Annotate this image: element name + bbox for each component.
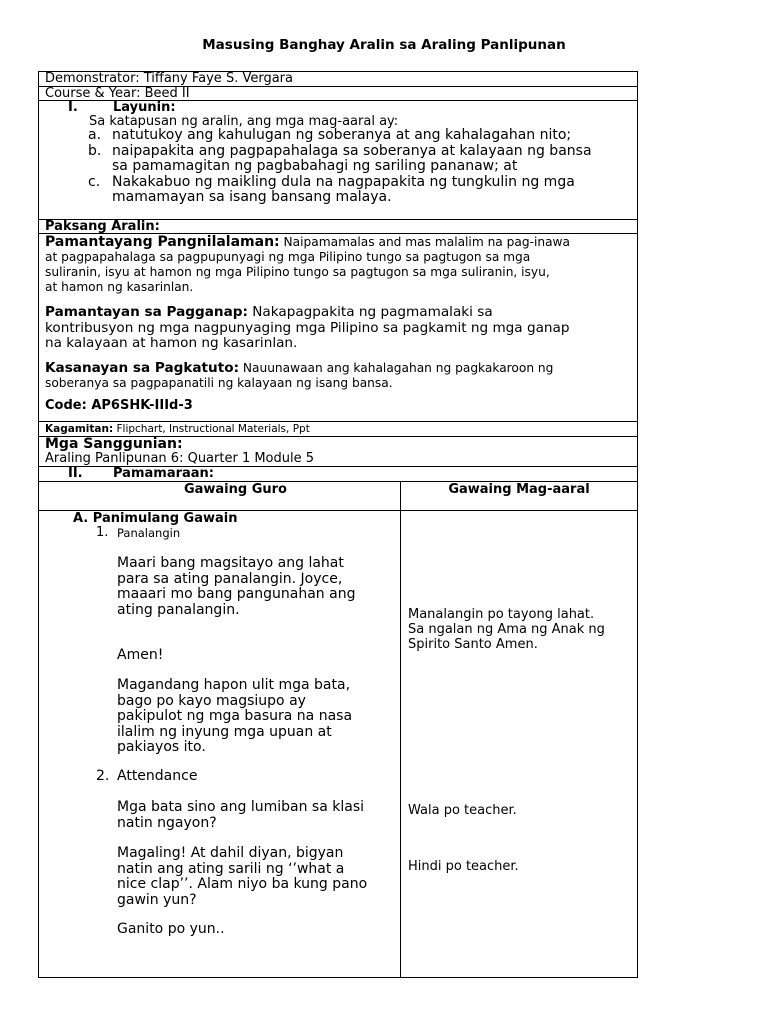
aaral-clap: Hindi po teacher. — [408, 859, 519, 874]
pamantayan-sa-pagganap-label: Pamantayan sa Pagganap: — [45, 304, 248, 320]
guro-clap-line: natin ang ating sarili ng ‘’what a — [117, 860, 345, 877]
guro-prayer-line: Maari bang magsitayo ang lahat — [117, 555, 344, 571]
guro-prayer-line: ating panalangin. — [117, 601, 240, 618]
pamamaraan-numeral: II. — [68, 466, 83, 481]
guro-greeting-block — [117, 678, 352, 756]
col-header-gawaing-guro: Gawaing Guro — [183, 482, 287, 497]
guro-greeting-line: ilalim ng inyung mga upuan at — [117, 723, 332, 740]
col-header-gawaing-mag-aaral: Gawaing Mag-aaral — [448, 482, 590, 497]
kagamitan-value: Flipchart, Instructional Materials, Ppt — [116, 423, 310, 435]
pamantayang-pangnilalaman-line: Naipamamalas and mas malalim na pag-inawa — [283, 235, 570, 249]
kagamitan-row — [45, 423, 310, 435]
pamantayang-pangnilalaman-line: suliranin, isyu at hamon ng mga Pilipino tungo sa pagtugon sa mga suliranin, isyu, — [45, 265, 550, 279]
aaral-prayer-line: Spirito Santo Amen. — [408, 637, 538, 652]
objective-marker: b. — [88, 142, 102, 159]
objectives-list — [88, 128, 592, 206]
aaral-prayer-line: Manalangin po tayong lahat. — [408, 607, 595, 622]
pamantayan-sa-pagganap-line: Nakapagpakita ng pagmamalaki sa — [252, 304, 493, 320]
pamantayang-pangnilalaman-line: at hamon ng kasarinlan. — [45, 280, 194, 294]
item-1-label: Panalangin — [117, 526, 181, 540]
kasanayan-sa-pagkatuto — [45, 361, 553, 391]
objective-line: natutukoy ang kahulugan ng soberanya at ang kahalagahan nito; — [112, 127, 572, 143]
demonstrator-text: Demonstrator: Tiffany Faye S. Vergara — [45, 71, 293, 86]
pamantayan-sa-pagganap-line: na kalayaan at hamon ng kasarinlan. — [45, 335, 298, 351]
sanggunian-heading: Mga Sanggunian: — [45, 436, 183, 452]
item-1-number: 1. — [96, 525, 109, 540]
guro-prayer-line: maaari mo bang pangunahan ang — [117, 586, 356, 602]
guro-prayer-block — [117, 556, 355, 618]
page-title: Masusing Banghay Aralin sa Araling Panlipunan — [202, 37, 566, 53]
objective-marker: c. — [88, 173, 101, 190]
aaral-prayer-line: Sa ngalan ng Ama ng Anak ng — [408, 622, 605, 637]
guro-clap-line: nice clap’’. Alam niyo ba kung pano — [117, 876, 368, 892]
objective-item — [88, 144, 592, 175]
objective-item — [88, 128, 592, 144]
kasanayan-line: soberanya sa pagpapanatili ng kalayaan ng isang bansa. — [45, 376, 393, 390]
guro-absent-line: Mga bata sino ang lumiban sa klasi — [117, 799, 365, 815]
guro-greeting-line: pakipulot ng mga basura na nasa — [117, 708, 353, 724]
guro-clap-line: Magaling! At dahil diyan, bigyan — [117, 845, 344, 861]
pamantayang-pangnilalaman-label: Pamantayang Pangnilalaman: — [45, 234, 280, 250]
guro-absent-line: natin ngayon? — [117, 814, 217, 831]
row-divider — [38, 421, 638, 422]
layunin-heading: Layunin: — [113, 100, 176, 115]
objective-line: Nakakabuo ng maikling dula na nagpapakita ng tungkulin ng mga — [112, 173, 575, 190]
kagamitan-label: Kagamitan: — [45, 423, 114, 435]
guro-amen: Amen! — [117, 647, 164, 663]
guro-ganito: Ganito po yun.. — [117, 921, 225, 937]
aaral-prayer-block — [408, 607, 605, 652]
kasanayan-label: Kasanayan sa Pagkatuto: — [45, 360, 240, 376]
pamantayang-pangnilalaman-line: at pagpapahalaga sa pagpupunyagi ng mga Pilipino tungo sa pagtugon sa mga — [45, 250, 531, 264]
pamantayang-pangnilalaman — [45, 235, 633, 295]
guro-clap-line: gawin yun? — [117, 891, 197, 908]
item-2-label: Attendance — [117, 768, 198, 784]
sanggunian-value: Araling Panlipunan 6: Quarter 1 Module 5 — [45, 451, 315, 466]
pamamaraan-heading: Pamamaraan: — [113, 466, 214, 481]
objective-item — [88, 175, 592, 206]
guro-greeting-line: bago po kayo magsiupo ay — [117, 692, 306, 709]
guro-clap-block — [117, 846, 367, 908]
paksang-aralin-heading: Paksang Aralin: — [45, 219, 160, 234]
section-a-heading: A. Panimulang Gawain — [73, 511, 238, 526]
objective-line: mamamayan sa isang bansang malaya. — [112, 189, 392, 205]
layunin-numeral: I. — [68, 100, 78, 115]
course-year-text: Course & Year: Beed II — [45, 86, 190, 101]
code-text: Code: AP6SHK-IIId-3 — [45, 398, 193, 413]
objective-marker: a. — [88, 127, 102, 143]
guro-prayer-line: para sa ating panalangin. Joyce, — [117, 570, 343, 587]
column-divider — [400, 481, 401, 978]
kasanayan-line: Nauunawaan ang kahalagahan ng pagkakaroon ng — [242, 361, 554, 375]
item-2-number: 2. — [96, 768, 110, 784]
layunin-intro: Sa katapusan ng aralin, ang mga mag-aaral ay: — [89, 114, 399, 129]
objective-line: naipapakita ang pagpapahalaga sa soberanya at kalayaan ng bansa — [112, 142, 592, 159]
aaral-absent: Wala po teacher. — [408, 803, 517, 818]
pamantayan-sa-pagganap — [45, 305, 570, 352]
guro-greeting-line: pakiayos ito. — [117, 739, 206, 755]
guro-greeting-line: Magandang hapon ulit mga bata, — [117, 677, 351, 693]
objective-line: sa pamamagitan ng pagbabahagi ng sariling pananaw; at — [112, 158, 518, 174]
guro-absent-block — [117, 800, 364, 831]
pamantayan-sa-pagganap-line: kontribusyon ng mga nagpunyaging mga Pilipino sa pagkamit ng mga ganap — [45, 319, 570, 336]
